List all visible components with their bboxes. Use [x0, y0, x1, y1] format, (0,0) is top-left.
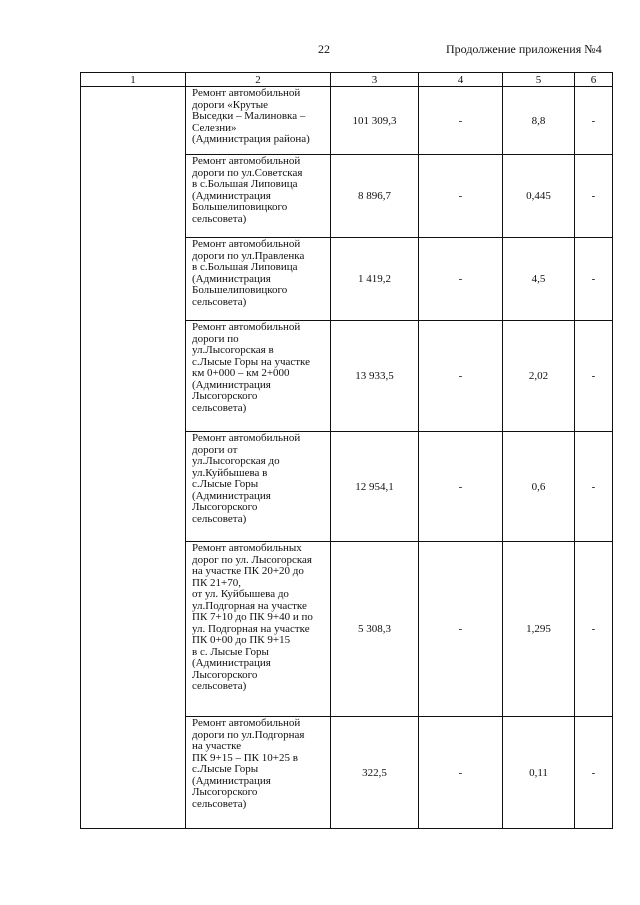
- column-4-cell: -: [419, 87, 503, 155]
- column-1-cell: [81, 87, 186, 829]
- length-cell: 0,445: [503, 155, 575, 238]
- amount-cell: 13 933,5: [331, 321, 419, 432]
- work-description: Ремонт автомобильной дороги «Крутые Выседки – Малиновка – Селезни» (Администрация района): [186, 87, 331, 155]
- amount-cell: 8 896,7: [331, 155, 419, 238]
- work-description: Ремонт автомобильной дороги от ул.Лысогорская до ул.Куйбышева в с.Лысые Горы (Администрация Лысогорского сельсовета): [186, 432, 331, 542]
- length-cell: 2,02: [503, 321, 575, 432]
- column-6-cell: -: [575, 87, 613, 155]
- column-6-cell: -: [575, 321, 613, 432]
- column-6-cell: -: [575, 717, 613, 829]
- column-header: 1: [81, 73, 186, 87]
- work-description: Ремонт автомобильной дороги по ул.Лысогорская в с.Лысые Горы на участке км 0+000 – км 2+000 (Администрация Лысогорского сельсовета): [186, 321, 331, 432]
- column-4-cell: -: [419, 432, 503, 542]
- column-4-cell: -: [419, 321, 503, 432]
- work-description: Ремонт автомобильной дороги по ул.Правленка в с.Большая Липовица (Администрация Большелиповицкого сельсовета): [186, 238, 331, 321]
- page-number: 22: [318, 42, 330, 56]
- column-header: 4: [419, 73, 503, 87]
- column-4-cell: -: [419, 238, 503, 321]
- appendix-continuation-note: Продолжение приложения №4: [446, 42, 602, 56]
- column-6-cell: -: [575, 542, 613, 717]
- work-description: Ремонт автомобильных дорог по ул. Лысогорская на участке ПК 20+20 до ПК 21+70, от ул. Куйбышева до ул.Подгорная на участке ПК 7+10 до ПК 9+40 и по ул. Подгорная на участке ПК 0+00 до ПК 9+15 в с. Лысые Горы (Администрация Лысогорского сельсовета): [186, 542, 331, 717]
- length-cell: 4,5: [503, 238, 575, 321]
- column-6-cell: -: [575, 238, 613, 321]
- amount-cell: 12 954,1: [331, 432, 419, 542]
- column-6-cell: -: [575, 155, 613, 238]
- length-cell: 0,11: [503, 717, 575, 829]
- column-header: 5: [503, 73, 575, 87]
- column-4-cell: -: [419, 717, 503, 829]
- length-cell: 0,6: [503, 432, 575, 542]
- length-cell: 1,295: [503, 542, 575, 717]
- amount-cell: 1 419,2: [331, 238, 419, 321]
- column-6-cell: -: [575, 432, 613, 542]
- column-header: 2: [186, 73, 331, 87]
- amount-cell: 101 309,3: [331, 87, 419, 155]
- amount-cell: 5 308,3: [331, 542, 419, 717]
- length-cell: 8,8: [503, 87, 575, 155]
- column-4-cell: -: [419, 542, 503, 717]
- works-table: [80, 72, 613, 829]
- table-row: [81, 87, 613, 155]
- column-header: 6: [575, 73, 613, 87]
- work-description: Ремонт автомобильной дороги по ул.Советская в с.Большая Липовица (Администрация Большелиповицкого сельсовета): [186, 155, 331, 238]
- amount-cell: 322,5: [331, 717, 419, 829]
- work-description: Ремонт автомобильной дороги по ул.Подгорная на участке ПК 9+15 – ПК 10+25 в с.Лысые Горы (Администрация Лысогорского сельсовета): [186, 717, 331, 829]
- column-header: 3: [331, 73, 419, 87]
- table-header-row: [81, 73, 613, 87]
- column-4-cell: -: [419, 155, 503, 238]
